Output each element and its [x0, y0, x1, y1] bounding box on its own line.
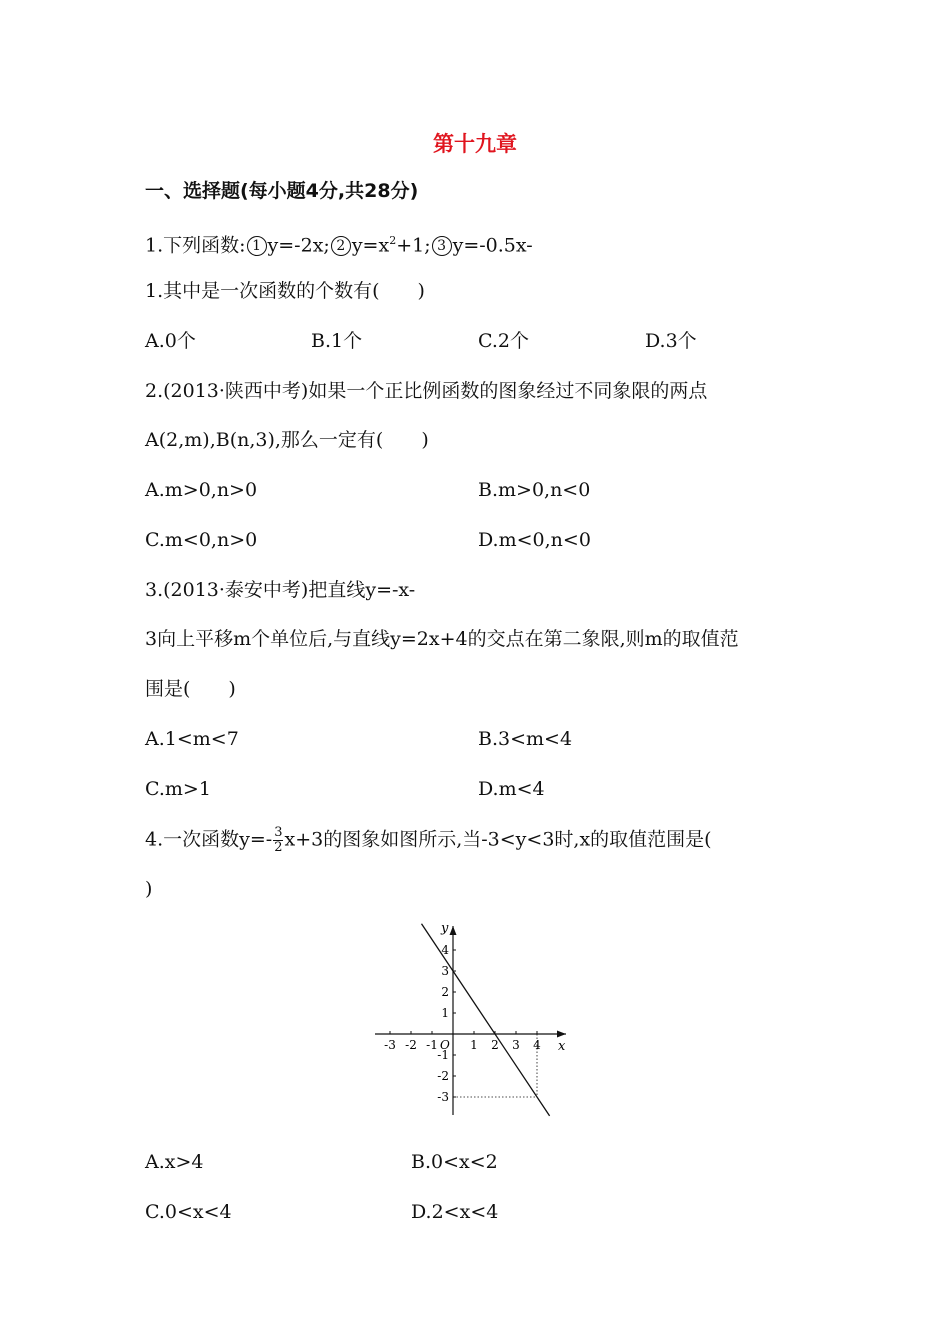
q1-prefix: 1.下列函数:	[145, 234, 246, 257]
q1-function-2-tail: +1;	[396, 234, 431, 257]
x-axis-label: x	[558, 1039, 566, 1054]
q1-exponent: 2	[389, 234, 397, 247]
q1-function-2: y=x	[351, 234, 390, 257]
q2-option-a[interactable]: A.m>0,n>0	[145, 479, 258, 501]
section-heading: 一、选择题(每小题4分,共28分)	[145, 180, 419, 202]
y-tick-label: -2	[437, 1069, 449, 1083]
x-tick-label: -2	[405, 1038, 417, 1052]
chapter-title: 第十九章	[433, 132, 517, 156]
fraction-denominator: 2	[274, 840, 283, 855]
linear-function-graph	[370, 920, 580, 1120]
circled-number-3: 3	[432, 236, 452, 256]
q2-option-d[interactable]: D.m<0,n<0	[478, 529, 591, 551]
fraction-numerator: 3	[274, 825, 283, 840]
q3-option-b[interactable]: B.3<m<4	[478, 728, 573, 750]
q4-suffix: x+3的图象如图所示,当-3<y<3时,x的取值范围是(	[284, 828, 712, 851]
question-4-line-2: )	[145, 878, 153, 900]
q4-option-c[interactable]: C.0<x<4	[145, 1201, 232, 1223]
question-2-line-1: 2.(2013·陕西中考)如果一个正比例函数的图象经过不同象限的两点	[145, 380, 708, 402]
y-tick-label: -1	[437, 1048, 449, 1062]
y-tick-label: 1	[441, 1006, 449, 1020]
q1-function-1: y=-2x;	[267, 234, 330, 257]
question-2-line-2: A(2,m),B(n,3),那么一定有( )	[145, 429, 429, 451]
y-tick-label: 2	[441, 985, 449, 999]
question-3-line-1: 3.(2013·泰安中考)把直线y=-x-	[145, 579, 416, 601]
q1-option-b[interactable]: B.1个	[311, 330, 363, 352]
q1-function-3: y=-0.5x-	[452, 234, 533, 257]
q2-option-b[interactable]: B.m>0,n<0	[478, 479, 591, 501]
question-3-line-2: 3向上平移m个单位后,与直线y=2x+4的交点在第二象限,则m的取值范	[145, 628, 739, 650]
q4-option-d[interactable]: D.2<x<4	[411, 1201, 499, 1223]
y-axis-arrow	[450, 926, 457, 935]
question-4-line-1	[145, 826, 712, 855]
x-tick-label: 1	[470, 1038, 478, 1052]
y-tick-label: -3	[437, 1090, 449, 1104]
x-axis-arrow	[557, 1031, 566, 1038]
y-tick-label: 4	[441, 943, 449, 957]
question-1-line-1	[145, 228, 533, 258]
y-axis-label: y	[441, 921, 449, 936]
q4-option-b[interactable]: B.0<x<2	[411, 1151, 498, 1173]
x-tick-label: 3	[512, 1038, 520, 1052]
q3-option-c[interactable]: C.m>1	[145, 778, 211, 800]
circled-number-1: 1	[247, 236, 267, 256]
q1-option-c[interactable]: C.2个	[478, 330, 529, 352]
q1-option-d[interactable]: D.3个	[645, 330, 697, 352]
x-tick-label: -1	[426, 1038, 438, 1052]
y-tick-label: 3	[441, 964, 449, 978]
q2-option-c[interactable]: C.m<0,n>0	[145, 529, 258, 551]
x-tick-label: 2	[491, 1038, 499, 1052]
q3-option-d[interactable]: D.m<4	[478, 778, 545, 800]
fraction-three-halves	[273, 826, 283, 855]
circled-number-2: 2	[331, 236, 351, 256]
q4-prefix: 4.一次函数y=-	[145, 828, 273, 851]
question-3-line-3: 围是( )	[145, 678, 236, 700]
origin-label: O	[440, 1038, 450, 1052]
x-tick-label: 4	[533, 1038, 541, 1052]
question-1-line-2: 1.其中是一次函数的个数有( )	[145, 280, 425, 302]
q1-option-a[interactable]: A.0个	[145, 330, 196, 352]
x-tick-label: -3	[384, 1038, 396, 1052]
q3-option-a[interactable]: A.1<m<7	[145, 728, 239, 750]
q4-option-a[interactable]: A.x>4	[145, 1151, 204, 1173]
